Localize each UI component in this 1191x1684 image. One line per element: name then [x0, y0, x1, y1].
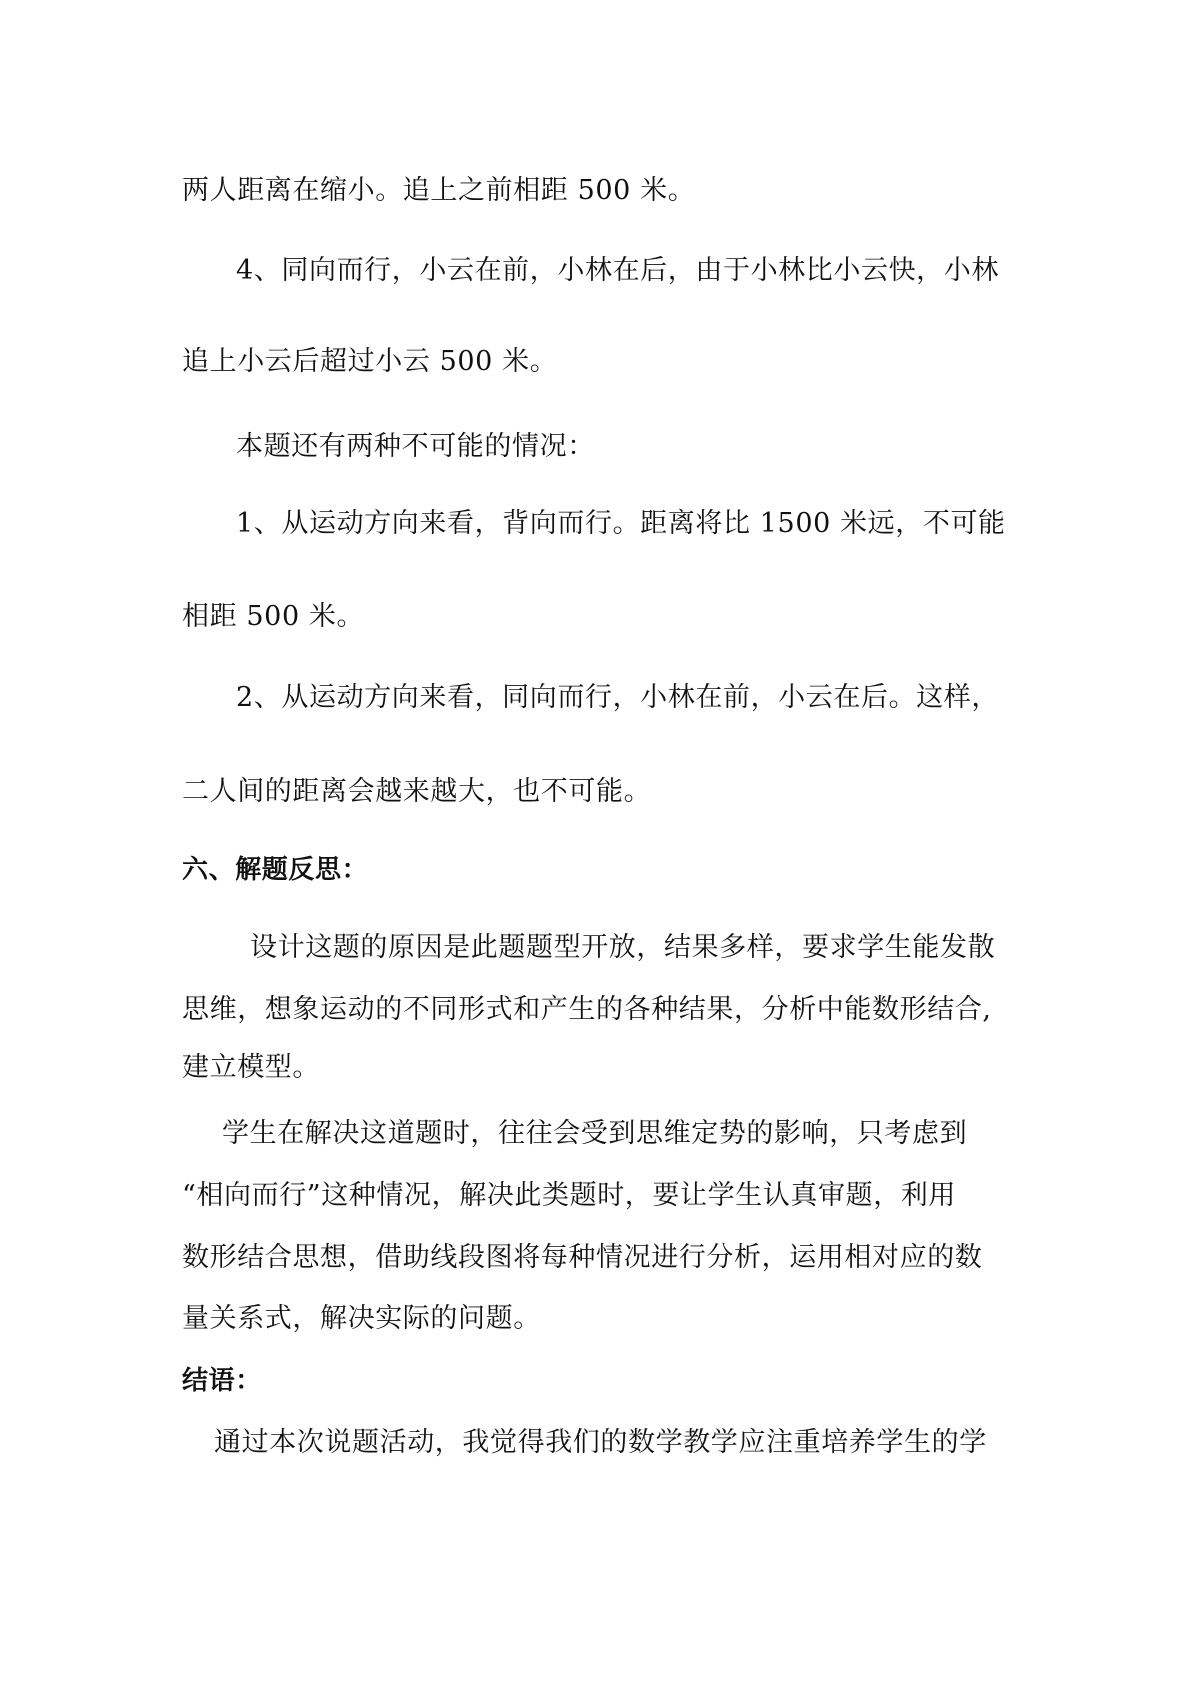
text-line: 建立模型。	[182, 1052, 320, 1083]
text-line: 本题还有两种不可能的情况：	[236, 431, 595, 462]
text-line: 学生在解决这道题时，往往会受到思维定势的影响，只考虑到	[222, 1118, 968, 1149]
text-line: 通过本次说题活动，我觉得我们的数学教学应注重培养学生的学	[214, 1427, 987, 1458]
text-line: 4、同向而行，小云在前，小林在后，由于小林比小云快，小林	[236, 255, 999, 286]
text-line: 二人间的距离会越来越大，也不可能。	[182, 776, 652, 807]
section-heading: 结语：	[182, 1366, 262, 1396]
text-line: 数形结合思想，借助线段图将每种情况进行分析，运用相对应的数	[182, 1242, 983, 1273]
text-line: 思维，想象运动的不同形式和产生的各种结果，分析中能数形结合,	[182, 994, 992, 1025]
text-line: 设计这题的原因是此题题型开放，结果多样，要求学生能发散	[250, 932, 996, 963]
text-line: “相向而行”这种情况，解决此类题时，要让学生认真审题，利用	[182, 1180, 957, 1211]
text-line: 两人距离在缩小。追上之前相距 500 米。	[182, 175, 696, 206]
section-heading: 六、解题反思：	[182, 855, 369, 885]
text-line: 量关系式，解决实际的问题。	[182, 1303, 541, 1334]
text-line: 2、从运动方向来看，同向而行，小林在前，小云在后。这样，	[236, 682, 999, 713]
text-line: 相距 500 米。	[182, 601, 365, 632]
text-line: 1、从运动方向来看，背向而行。距离将比 1500 米远，不可能	[236, 508, 1006, 539]
text-line: 追上小云后超过小云 500 米。	[182, 346, 558, 377]
